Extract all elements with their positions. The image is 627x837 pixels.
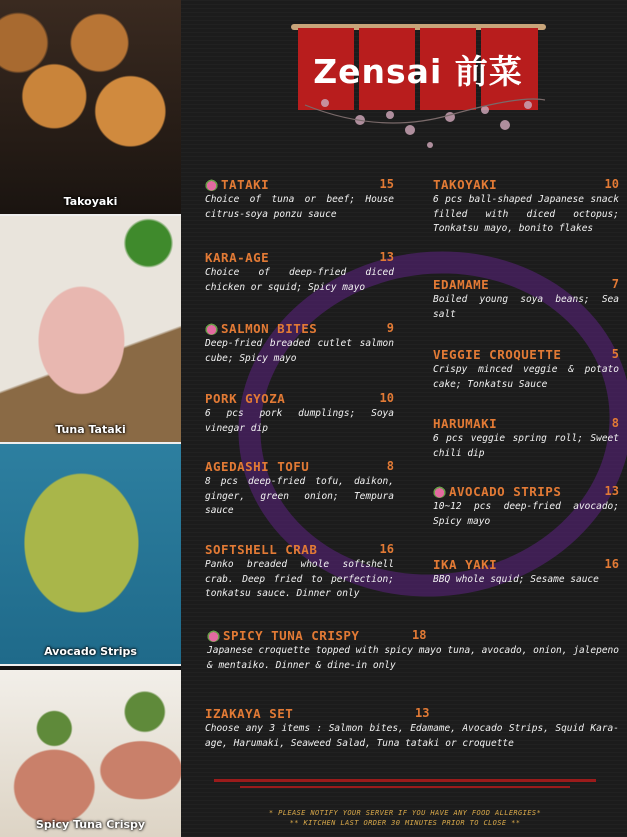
item-name: AVOCADO STRIPS [449,484,562,499]
item-price: 5 [611,347,619,361]
item-name: TAKOYAKI [433,177,498,192]
item-price: 18 [412,628,427,642]
item-name: SOFTSHELL CRAB [205,542,318,557]
item-name: EDAMAME [433,277,490,292]
item-description: 8 pcs deep-fried tofu, daikon, ginger, green onion; Tempura sauce [205,476,394,516]
sakura-decoration-icon [300,95,550,160]
item-description: Panko breaded whole softshell crab. Deep fried to perfection; tonkatsu sauce. Dinner only [205,559,394,599]
item-price: 8 [386,459,394,473]
item-description: Deep-fried breaded cutlet salmon cube; Spicy mayo [205,338,394,364]
menu-item-takoyaki [433,177,619,237]
menu-item-kara-age [205,250,394,295]
item-price: 13 [604,484,619,498]
item-description: Choose any 3 items : Salmon bites, Edamame, Avocado Strips, Squid Kara-age, Harumaki, Seaweed Salad, Tuna tataki or croquette [205,723,619,749]
item-price: 10 [604,177,619,191]
item-price: 16 [604,557,619,571]
menu-item-tataki [205,177,394,222]
menu-item-ika-yaki [433,557,619,588]
photo-column [0,0,181,837]
item-name: PORK GYOZA [205,391,286,406]
menu-item-avocado-strips [433,484,619,529]
item-name: HARUMAKI [433,416,498,431]
menu-item-izakaya-set [205,706,619,751]
item-price: 10 [379,391,394,405]
item-price: 13 [379,250,394,264]
menu-item-edamame [433,277,619,322]
lotus-icon [433,485,446,498]
avocado-strips-photo [0,444,181,666]
item-price: 16 [379,542,394,556]
item-name: AGEDASHI TOFU [205,459,310,474]
footer-divider [240,786,570,788]
takoyaki-photo [0,0,181,216]
menu-item-harumaki [433,416,619,461]
tuna-tataki-photo [0,216,181,444]
item-description: Boiled young soya beans; Sea salt [433,294,619,320]
kitchen-notice: ** KITCHEN LAST ORDER 30 MINUTES PRIOR TO CLOSE ** [289,819,521,827]
page-title: Zensai 前菜 [313,52,523,91]
item-price: 7 [611,277,619,291]
item-description: 6 pcs pork dumplings; Soya vinegar dip [205,408,394,434]
photo-caption: Takoyaki [63,195,118,208]
item-name: KARA-AGE [205,250,270,265]
item-name: SPICY TUNA CRISPY [223,628,360,643]
item-name: TATAKI [221,177,270,192]
photo-caption: Tuna Tataki [55,423,126,436]
item-price: 13 [415,706,430,720]
menu-item-softshell-crab [205,542,394,602]
menu-item-pork-gyoza [205,391,394,436]
item-description: Crispy minced veggie & potato cake; Tonkatsu Sauce [433,364,619,390]
item-price: 15 [379,177,394,191]
item-description: 10~12 pcs deep-fried avocado; Spicy mayo [433,501,619,527]
item-price: 9 [386,321,394,335]
menu-item-veggie-croquette [433,347,619,392]
lotus-icon [207,629,220,642]
item-description: Japanese croquette topped with spicy mayo tuna, avocado, onion, jalepeno & mentaiko. Dinner & dine-in only [207,645,619,671]
item-description: 6 pcs ball-shaped Japanese snack filled with diced octopus; Tonkatsu mayo, bonito flakes [433,194,619,234]
item-description: 6 pcs veggie spring roll; Sweet chili dip [433,433,619,459]
menu-item-spicy-tuna-crispy [207,628,619,673]
item-price: 8 [611,416,619,430]
photo-caption: Avocado Strips [44,645,137,658]
allergy-notice: * PLEASE NOTIFY YOUR SERVER IF YOU HAVE ANY FOOD ALLERGIES* [268,809,542,817]
lotus-icon [205,322,218,335]
footer-divider [214,779,596,782]
photo-caption: Spicy Tuna Crispy [35,818,146,831]
item-description: Choice of deep-fried diced chicken or squid; Spicy mayo [205,267,394,293]
menu-item-salmon-bites [205,321,394,366]
item-name: SALMON BITES [221,321,318,336]
item-name: IKA YAKI [433,557,498,572]
menu-item-agedashi-tofu [205,459,394,519]
spicy-tuna-crispy-photo [0,670,181,837]
item-name: VEGGIE CROQUETTE [433,347,562,362]
item-description: BBQ whole squid; Sesame sauce [433,574,599,585]
lotus-icon [205,178,218,191]
item-name: IZAKAYA SET [205,706,294,721]
item-description: Choice of tuna or beef; House citrus-soya ponzu sauce [205,194,394,220]
